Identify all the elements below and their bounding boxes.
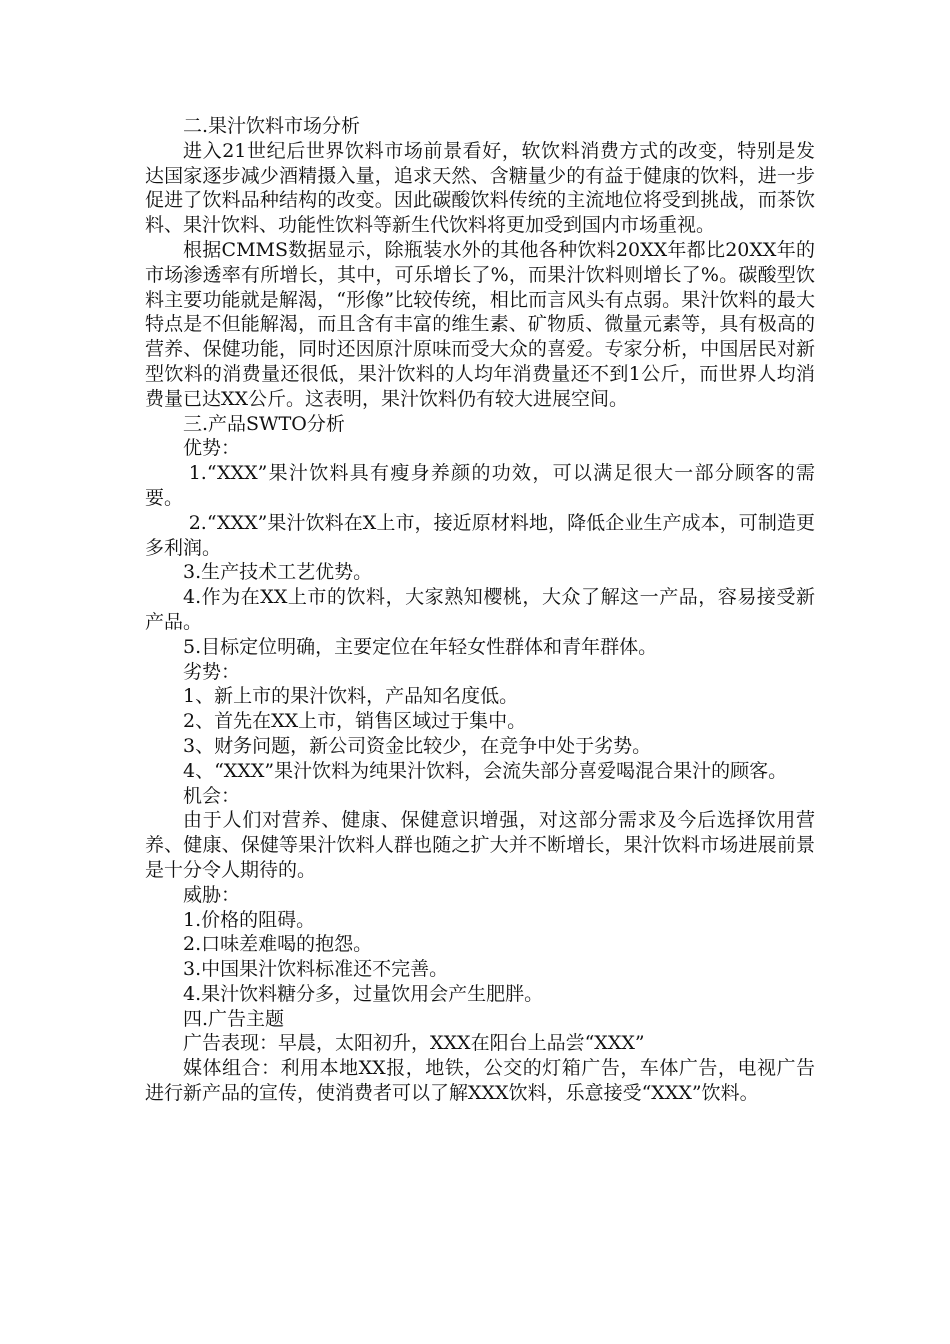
- strength-item-5: 5.目标定位明确，主要定位在年轻女性群体和青年群体。: [183, 635, 658, 658]
- strength-item-4: 4.作为在XX上市的饮料，大家熟知樱桃，大众了解这一产品，容易接受新产品。: [145, 586, 815, 633]
- ad-expression-paragraph: 广告表现：早晨，太阳初升，XXX在阳台上品尝“XXX”: [183, 1032, 645, 1055]
- opportunity-paragraph: 由于人们对营养、健康、保健意识增强，对这部分需求及今后选择饮用营养、健康、保健等果汁饮料人群也随之扩大并不断增长，果汁饮料市场进展前景是十分令人期待的。: [145, 809, 815, 881]
- strength-item-1: 1.“XXX”果汁饮料具有瘦身养颜的功效，可以满足很大一部分顾客的需要。: [145, 462, 815, 509]
- weakness-item-3: 3、财务问题，新公司资金比较少，在竞争中处于劣势。: [183, 734, 652, 757]
- document-body: [145, 114, 815, 1106]
- section-heading-swto: 三.产品SWTO分析: [183, 412, 345, 435]
- subheading-opportunities: 机会：: [183, 784, 241, 807]
- weakness-item-2: 2、首先在XX上市，销售区域过于集中。: [183, 710, 527, 733]
- weakness-item-4: 4、“XXX”果汁饮料为纯果汁饮料，会流失部分喜爱喝混合果汁的顾客。: [183, 759, 788, 782]
- paragraph-cmms-data: 根据CMMS数据显示，除瓶装水外的其他各种饮料20XX年都比20XX年的市场渗透率有所增长，其中，可乐增长了%，而果汁饮料则增长了%。碳酸型饮料主要功能就是解渴，“形像”比较传统，相比而言风头有点弱。果汁饮料的最大特点是不但能解渴，而且含有丰富的维生素、矿物质、微量元素等，具有极高的营养、保健功能，同时还因原汁原味而受大众的喜爱。专家分析，中国居民对新型饮料的消费量还很低，果汁饮料的人均年消费量还不到1公斤，而世界人均消费量已达XX公斤。这表明，果汁饮料仍有较大进展空间。: [145, 238, 815, 410]
- section-heading-juice-market: 二.果汁饮料市场分析: [183, 115, 361, 137]
- threat-item-2: 2.口味差难喝的抱怨。: [183, 933, 373, 956]
- strength-item-3: 3.生产技术工艺优势。: [183, 561, 373, 584]
- threat-item-4: 4.果汁饮料糖分多，过量饮用会产生肥胖。: [183, 982, 544, 1005]
- strength-item-2: 2.“XXX”果汁饮料在X上市，接近原材料地，降低企业生产成本，可制造更多利润。: [145, 511, 815, 559]
- subheading-weaknesses: 劣势：: [183, 660, 241, 683]
- weakness-item-1: 1、新上市的果汁饮料，产品知名度低。: [183, 685, 519, 708]
- section-heading-ad-theme: 四.广告主题: [183, 1007, 285, 1030]
- threat-item-1: 1.价格的阻碍。: [183, 908, 316, 931]
- subheading-strengths: 优势：: [183, 437, 241, 460]
- threat-item-3: 3.中国果汁饮料标准还不完善。: [183, 958, 449, 981]
- subheading-threats: 威胁：: [183, 883, 241, 906]
- media-mix-paragraph: 媒体组合：利用本地XX报，地铁，公交的灯箱广告，车体广告，电视广告进行新产品的宣传，使消费者可以了解XXX饮料，乐意接受“XXX”饮料。: [145, 1057, 815, 1105]
- paragraph-market-trend: 进入21世纪后世界饮料市场前景看好，软饮料消费方式的改变，特别是发达国家逐步减少酒精摄入量，追求天然、含糖量少的有益于健康的饮料，进一步促进了饮料品种结构的改变。因此碳酸饮料传统的主流地位将受到挑战，而茶饮料、果汁饮料、功能性饮料等新生代饮料将更加受到国内市场重视。: [145, 139, 815, 237]
